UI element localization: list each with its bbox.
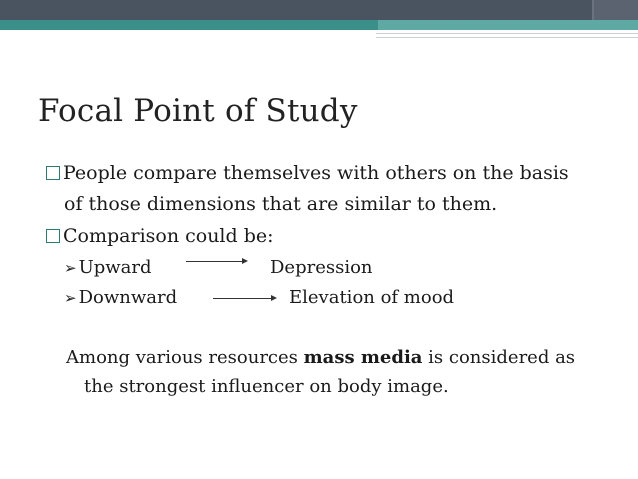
- paragraph-emphasis: mass media: [303, 347, 423, 368]
- square-bullet-icon: [46, 229, 60, 243]
- bullet-text: Comparison could be:: [63, 225, 274, 247]
- sub-bullet-label: Upward: [78, 257, 152, 278]
- bullet-1-line-1: [46, 162, 569, 184]
- paragraph-text: is considered as: [422, 347, 576, 368]
- sub-bullet-label: Downward: [78, 287, 178, 308]
- bullet-1-line-2: of those dimensions that are similar to them.: [64, 193, 498, 215]
- bullet-text: People compare themselves with others on the basis: [63, 162, 569, 184]
- sub-bullet-result: Elevation of mood: [289, 287, 455, 308]
- paragraph-line-1: [66, 347, 575, 368]
- arrow-right-icon: [186, 261, 246, 262]
- sub-bullet-upward: [64, 257, 152, 278]
- sub-bullet-downward: [64, 287, 177, 308]
- arrow-right-icon: [213, 298, 275, 299]
- paragraph-line-2: the strongest influencer on body image.: [84, 376, 449, 397]
- arrow-bullet-icon: ➢: [64, 289, 77, 307]
- slide-title: Focal Point of Study: [38, 93, 358, 129]
- paragraph-text: Among various resources: [66, 347, 304, 368]
- arrow-bullet-icon: ➢: [64, 259, 77, 277]
- square-bullet-icon: [46, 166, 60, 180]
- bullet-2: [46, 225, 274, 247]
- sub-bullet-result: Depression: [270, 257, 373, 278]
